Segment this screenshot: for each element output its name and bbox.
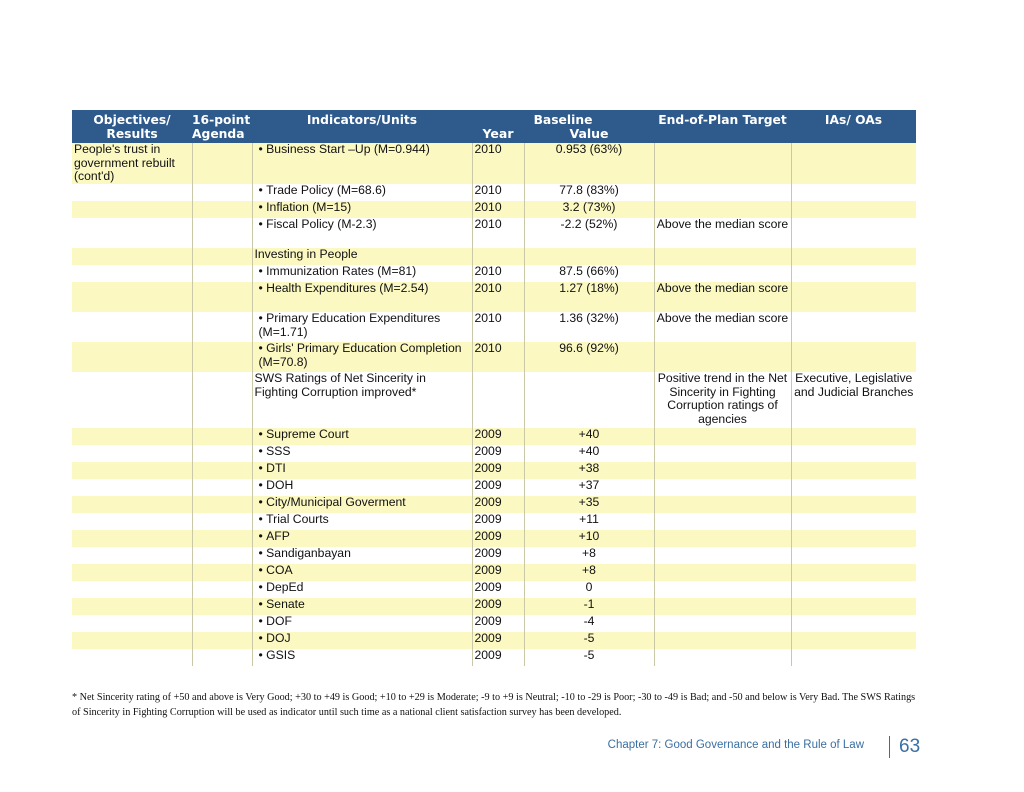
table-row: [72, 248, 916, 265]
objective-cell: [72, 598, 192, 615]
objective-cell: [72, 218, 192, 248]
indicator-cell: [252, 265, 472, 282]
objective-cell: [72, 143, 192, 184]
table-row: [72, 598, 916, 615]
target-cell: [654, 312, 791, 342]
header-year: Year: [482, 126, 514, 141]
value-cell-text: -1: [583, 597, 595, 611]
value-cell-text: +38: [578, 461, 600, 475]
ias-cell: [791, 496, 916, 513]
table-row: [72, 184, 916, 201]
ias-cell: [791, 248, 916, 265]
year-cell: [472, 372, 524, 428]
ias-cell-text: Executive, Legislative and Judicial Branches: [794, 371, 914, 399]
year-cell: [472, 143, 524, 184]
target-cell: [654, 530, 791, 547]
value-cell-text: +8: [582, 546, 596, 560]
year-cell: [472, 479, 524, 496]
agenda-cell: [192, 615, 252, 632]
agenda-cell: [192, 632, 252, 649]
year-cell: [472, 462, 524, 479]
value-cell: [524, 564, 654, 581]
value-cell-text: 1.27 (18%): [559, 281, 619, 295]
indicator-cell-text: SWS Ratings of Net Sincerity in Fighting Corruption improved*: [254, 371, 426, 399]
indicator-cell-text: • AFP: [259, 529, 290, 543]
value-cell: [524, 479, 654, 496]
indicator-cell: [252, 462, 472, 479]
year-cell: [472, 649, 524, 666]
indicator-cell-text: • Inflation (M=15): [259, 200, 352, 214]
agenda-cell: [192, 282, 252, 312]
objective-cell: [72, 547, 192, 564]
value-cell: [524, 218, 654, 248]
target-cell: [654, 445, 791, 462]
indicator-cell: [252, 513, 472, 530]
ias-cell: [791, 479, 916, 496]
header-objectives-line2: Results: [106, 127, 158, 141]
value-cell-text: 3.2 (73%): [562, 200, 616, 214]
header-indicators: [252, 110, 472, 143]
indicator-cell-text: • DTI: [259, 461, 286, 475]
ias-cell: [791, 462, 916, 479]
indicator-cell: [252, 282, 472, 312]
indicator-cell: [252, 445, 472, 462]
target-cell: [654, 615, 791, 632]
agenda-cell: [192, 598, 252, 615]
target-cell-text: Above the median score: [656, 281, 789, 295]
indicator-cell: [252, 184, 472, 201]
value-cell: [524, 428, 654, 445]
year-cell-text: 2009: [474, 478, 502, 492]
indicator-cell: [252, 649, 472, 666]
target-cell: [654, 265, 791, 282]
header-agenda-line1: 16-point: [192, 113, 251, 127]
indicator-cell: [252, 248, 472, 265]
header-agenda-line2: Agenda: [192, 127, 245, 141]
value-cell: [524, 282, 654, 312]
year-cell: [472, 248, 524, 265]
objective-cell: [72, 372, 192, 428]
value-cell: [524, 342, 654, 372]
table-row: [72, 547, 916, 564]
table-row: [72, 649, 916, 666]
indicator-cell-text: • Immunization Rates (M=81): [259, 264, 417, 278]
indicator-cell-text: • DOH: [259, 478, 294, 492]
year-cell-text: 2010: [474, 200, 502, 214]
indicator-cell-text: • Business Start –Up (M=0.944): [259, 142, 430, 156]
page-number: 63: [899, 736, 921, 757]
objective-cell-text: People's trust in government rebuilt (cont'd): [74, 142, 175, 184]
target-cell: [654, 513, 791, 530]
target-cell: [654, 342, 791, 372]
value-cell: [524, 462, 654, 479]
indicator-cell: [252, 479, 472, 496]
indicator-cell: [252, 372, 472, 428]
year-cell: [472, 428, 524, 445]
table-row: [72, 479, 916, 496]
indicator-cell: [252, 564, 472, 581]
year-cell: [472, 581, 524, 598]
year-cell: [472, 265, 524, 282]
indicator-cell-text: • DOJ: [259, 631, 291, 645]
indicator-cell-text: • Senate: [259, 597, 305, 611]
agenda-cell: [192, 218, 252, 248]
agenda-cell: [192, 496, 252, 513]
target-cell: [654, 564, 791, 581]
year-cell-text: 2010: [474, 183, 502, 197]
table-row: [72, 312, 916, 342]
ias-cell: [791, 428, 916, 445]
table-row: [72, 218, 916, 248]
ias-cell: [791, 547, 916, 564]
ias-cell: [791, 564, 916, 581]
ias-cell: [791, 143, 916, 184]
year-cell: [472, 282, 524, 312]
agenda-cell: [192, 312, 252, 342]
target-cell: [654, 462, 791, 479]
table-row: [72, 530, 916, 547]
agenda-cell: [192, 248, 252, 265]
value-cell: [524, 632, 654, 649]
agenda-cell: [192, 479, 252, 496]
indicator-cell-text: • Health Expenditures (M=2.54): [259, 281, 429, 295]
objective-cell: [72, 462, 192, 479]
value-cell-text: -4: [583, 614, 595, 628]
target-cell: [654, 496, 791, 513]
table-row: [72, 265, 916, 282]
page-divider: [889, 736, 890, 758]
year-cell: [472, 201, 524, 218]
target-cell: [654, 581, 791, 598]
header-objectives: [72, 110, 192, 143]
ias-cell: [791, 632, 916, 649]
table-row: [72, 201, 916, 218]
header-value: Value: [569, 126, 609, 141]
value-cell-text: +11: [579, 512, 599, 526]
indicator-cell-text: • Primary Education Expenditures (M=1.71): [259, 311, 441, 339]
ias-cell: [791, 218, 916, 248]
value-cell: [524, 201, 654, 218]
year-cell: [472, 445, 524, 462]
indicator-cell-text: • DepEd: [259, 580, 304, 594]
target-cell: [654, 632, 791, 649]
agenda-cell: [192, 445, 252, 462]
year-cell: [472, 218, 524, 248]
objective-cell: [72, 479, 192, 496]
year-cell-text: 2009: [474, 614, 502, 628]
objective-cell: [72, 632, 192, 649]
agenda-cell: [192, 462, 252, 479]
indicator-cell-text: • SSS: [259, 444, 291, 458]
value-cell: [524, 581, 654, 598]
year-cell: [472, 598, 524, 615]
indicator-cell-text: • COA: [259, 563, 293, 577]
value-cell-text: +40: [578, 444, 600, 458]
table-row: [72, 496, 916, 513]
year-cell: [472, 547, 524, 564]
indicator-cell-text: • Sandiganbayan: [259, 546, 351, 560]
table-header: [72, 110, 916, 143]
table-row: [72, 282, 916, 312]
objective-cell: [72, 342, 192, 372]
agenda-cell: [192, 530, 252, 547]
header-objectives-line1: Objectives/: [93, 113, 171, 127]
header-indicators-label: Indicators/Units: [306, 113, 418, 127]
objective-cell: [72, 496, 192, 513]
year-cell-text: 2009: [474, 444, 502, 458]
value-cell-text: -5: [583, 648, 595, 662]
objective-cell: [72, 248, 192, 265]
indicator-cell-text: • Trial Courts: [259, 512, 329, 526]
target-cell-text: Above the median score: [656, 217, 789, 231]
value-cell-text: -2.2 (52%): [560, 217, 618, 231]
table-row: [72, 143, 916, 184]
value-cell: [524, 312, 654, 342]
indicator-cell: [252, 342, 472, 372]
ias-cell: [791, 513, 916, 530]
target-cell-text: Positive trend in the Net Sincerity in Fighting Corruption ratings of agencies: [657, 371, 788, 426]
value-cell-text: 0.953 (63%): [555, 142, 623, 156]
value-cell: [524, 649, 654, 666]
year-cell: [472, 184, 524, 201]
indicator-cell: [252, 530, 472, 547]
ias-cell: [791, 598, 916, 615]
year-cell: [472, 312, 524, 342]
objective-cell: [72, 201, 192, 218]
value-cell: [524, 143, 654, 184]
ias-cell: [791, 265, 916, 282]
target-cell: [654, 547, 791, 564]
year-cell-text: 2010: [474, 264, 502, 278]
indicator-cell: [252, 615, 472, 632]
target-cell: [654, 428, 791, 445]
year-cell-text: 2009: [474, 495, 502, 509]
header-ias-label: IAs/ OAs: [824, 113, 883, 127]
year-cell: [472, 632, 524, 649]
indicator-cell-text: • GSIS: [259, 648, 296, 662]
year-cell-text: 2010: [474, 217, 502, 231]
value-cell-text: -5: [583, 631, 595, 645]
objective-cell: [72, 513, 192, 530]
year-cell: [472, 530, 524, 547]
value-cell: [524, 598, 654, 615]
ias-cell: [791, 649, 916, 666]
indicator-table: [72, 110, 916, 666]
value-cell: [524, 184, 654, 201]
objective-cell: [72, 581, 192, 598]
table-row: [72, 372, 916, 428]
year-cell-text: 2010: [474, 281, 502, 295]
objective-cell: [72, 312, 192, 342]
value-cell-text: +37: [578, 478, 600, 492]
objective-cell: [72, 265, 192, 282]
ias-cell: [791, 581, 916, 598]
indicator-cell: [252, 201, 472, 218]
header-baseline-label: Baseline: [533, 113, 593, 127]
agenda-cell: [192, 649, 252, 666]
objective-cell: [72, 184, 192, 201]
header-target-label: End-of-Plan Target: [658, 113, 787, 127]
indicator-cell: [252, 632, 472, 649]
value-cell-text: +35: [578, 495, 600, 509]
value-cell: [524, 615, 654, 632]
year-cell: [472, 496, 524, 513]
target-cell: [654, 184, 791, 201]
value-cell: [524, 547, 654, 564]
objective-cell: [72, 282, 192, 312]
objective-cell: [72, 564, 192, 581]
year-cell: [472, 615, 524, 632]
year-cell-text: 2009: [474, 597, 502, 611]
indicator-cell: [252, 496, 472, 513]
value-cell: [524, 445, 654, 462]
indicator-cell: [252, 428, 472, 445]
table-row: [72, 632, 916, 649]
year-cell-text: 2010: [474, 341, 502, 355]
target-cell: [654, 282, 791, 312]
value-cell-text: 87.5 (66%): [559, 264, 619, 278]
table-row: [72, 615, 916, 632]
value-cell: [524, 372, 654, 428]
target-cell: [654, 248, 791, 265]
header-agenda: [192, 110, 252, 143]
objective-cell: [72, 615, 192, 632]
table-row: [72, 462, 916, 479]
table-body: [72, 143, 916, 666]
target-cell: [654, 218, 791, 248]
target-cell: [654, 143, 791, 184]
indicator-cell-text: • Supreme Court: [259, 427, 349, 441]
indicator-cell: [252, 581, 472, 598]
ias-cell: [791, 201, 916, 218]
agenda-cell: [192, 547, 252, 564]
year-cell-text: 2009: [474, 529, 502, 543]
ias-cell: [791, 372, 916, 428]
value-cell-text: 1.36 (32%): [559, 311, 619, 325]
year-cell-text: 2010: [474, 311, 502, 325]
value-cell-text: +8: [582, 563, 596, 577]
value-cell-text: 0: [585, 580, 593, 594]
indicator-cell: [252, 547, 472, 564]
table-row: [72, 428, 916, 445]
agenda-cell: [192, 428, 252, 445]
footnote: * Net Sincerity rating of +50 and above is Very Good; +30 to +49 is Good; +10 to +29 is Moderate; -9 to +9 is Neutral; -10 to -29 is Poor; -30 to -49 is Bad; and -50 and below is Very Bad. The SWS Ratings of Sincerity in Fighting Corruption will be used as indicator until such time as a national client satisfaction survey has been developed.: [72, 692, 916, 718]
year-cell: [472, 564, 524, 581]
year-cell-text: 2010: [474, 142, 502, 156]
indicator-cell: [252, 143, 472, 184]
value-cell: [524, 248, 654, 265]
value-cell-text: +40: [578, 427, 600, 441]
agenda-cell: [192, 201, 252, 218]
indicator-cell: [252, 218, 472, 248]
year-cell: [472, 342, 524, 372]
year-cell-text: 2009: [474, 461, 502, 475]
indicator-cell: [252, 312, 472, 342]
year-cell-text: 2009: [474, 631, 502, 645]
indicator-cell-text: • Girls' Primary Education Completion (M=70.8): [259, 341, 462, 369]
value-cell: [524, 496, 654, 513]
header-baseline: [472, 110, 654, 143]
target-cell-text: Above the median score: [656, 311, 789, 325]
table-row: [72, 513, 916, 530]
year-cell-text: 2009: [474, 427, 502, 441]
agenda-cell: [192, 342, 252, 372]
target-cell: [654, 201, 791, 218]
agenda-cell: [192, 564, 252, 581]
agenda-cell: [192, 265, 252, 282]
agenda-cell: [192, 143, 252, 184]
ias-cell: [791, 312, 916, 342]
chapter-title: Chapter 7: Good Governance and the Rule of Law: [607, 739, 864, 751]
target-cell: [654, 649, 791, 666]
header-ias: [791, 110, 916, 143]
agenda-cell: [192, 184, 252, 201]
value-cell-text: 96.6 (92%): [559, 341, 619, 355]
value-cell: [524, 513, 654, 530]
indicator-cell-text: Investing in People: [254, 247, 358, 261]
indicator-cell-text: • Trade Policy (M=68.6): [259, 183, 386, 197]
agenda-cell: [192, 581, 252, 598]
target-cell: [654, 598, 791, 615]
ias-cell: [791, 530, 916, 547]
year-cell-text: 2009: [474, 512, 502, 526]
objective-cell: [72, 649, 192, 666]
year-cell-text: 2009: [474, 580, 502, 594]
ias-cell: [791, 445, 916, 462]
value-cell: [524, 530, 654, 547]
value-cell-text: 77.8 (83%): [559, 183, 619, 197]
table-row: [72, 445, 916, 462]
objective-cell: [72, 445, 192, 462]
year-cell: [472, 513, 524, 530]
indicator-cell-text: • City/Municipal Goverment: [259, 495, 406, 509]
indicator-cell-text: • DOF: [259, 614, 292, 628]
ias-cell: [791, 282, 916, 312]
objective-cell: [72, 530, 192, 547]
agenda-cell: [192, 372, 252, 428]
ias-cell: [791, 615, 916, 632]
target-cell: [654, 479, 791, 496]
table-row: [72, 342, 916, 372]
year-cell-text: 2009: [474, 648, 502, 662]
objective-cell: [72, 428, 192, 445]
table-row: [72, 564, 916, 581]
agenda-cell: [192, 513, 252, 530]
target-cell: [654, 372, 791, 428]
year-cell-text: 2009: [474, 546, 502, 560]
value-cell-text: +10: [578, 529, 600, 543]
indicator-cell-text: • Fiscal Policy (M-2.3): [259, 217, 377, 231]
indicator-cell: [252, 598, 472, 615]
value-cell: [524, 265, 654, 282]
year-cell-text: 2009: [474, 563, 502, 577]
header-target: [654, 110, 791, 143]
ias-cell: [791, 342, 916, 372]
table-row: [72, 581, 916, 598]
ias-cell: [791, 184, 916, 201]
